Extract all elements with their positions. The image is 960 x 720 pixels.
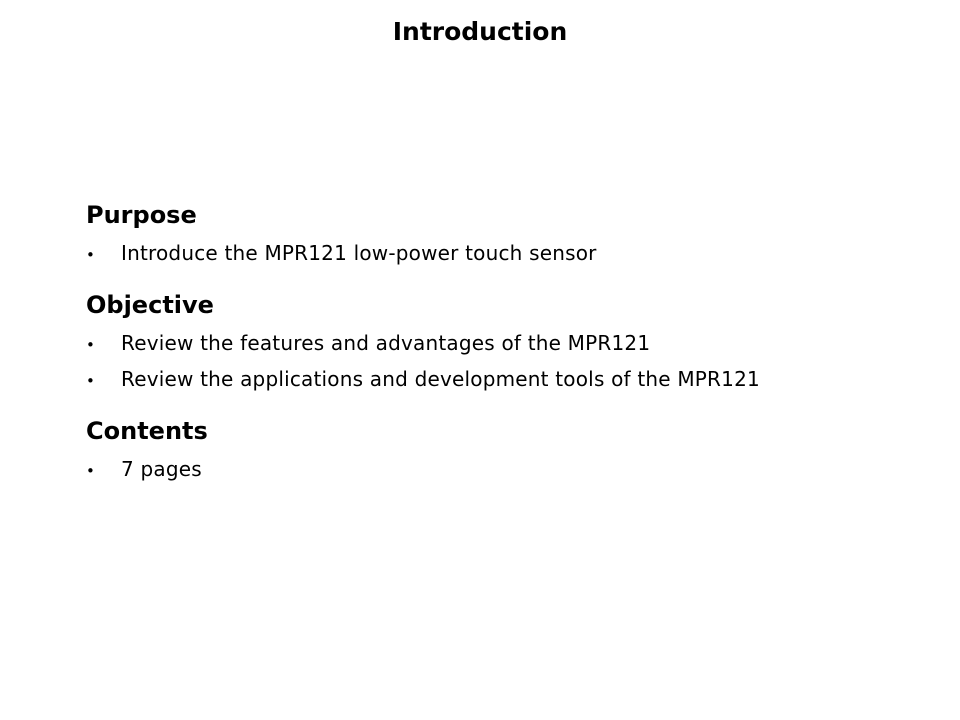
bullet-list	[86, 452, 926, 488]
bullet-text: Review the applications and development tools of the MPR121	[121, 367, 760, 391]
list-item	[86, 362, 926, 398]
section-objective	[86, 288, 926, 398]
bullet-text: 7 pages	[121, 457, 202, 481]
bullet-list	[86, 236, 926, 272]
section-heading: Contents	[86, 417, 208, 445]
bullet-icon: •	[86, 372, 95, 390]
bullet-icon: •	[86, 336, 95, 354]
section-purpose	[86, 198, 926, 272]
bullet-list	[86, 326, 926, 398]
section-heading: Purpose	[86, 201, 197, 229]
slide-content	[86, 198, 926, 504]
list-item	[86, 452, 926, 488]
list-item	[86, 236, 926, 272]
bullet-text: Review the features and advantages of the MPR121	[121, 331, 651, 355]
bullet-text: Introduce the MPR121 low-power touch sensor	[121, 241, 597, 265]
bullet-icon: •	[86, 462, 95, 480]
list-item	[86, 326, 926, 362]
slide-title: Introduction	[392, 17, 568, 46]
section-contents	[86, 414, 926, 488]
bullet-icon: •	[86, 246, 95, 264]
section-heading: Objective	[86, 291, 214, 319]
